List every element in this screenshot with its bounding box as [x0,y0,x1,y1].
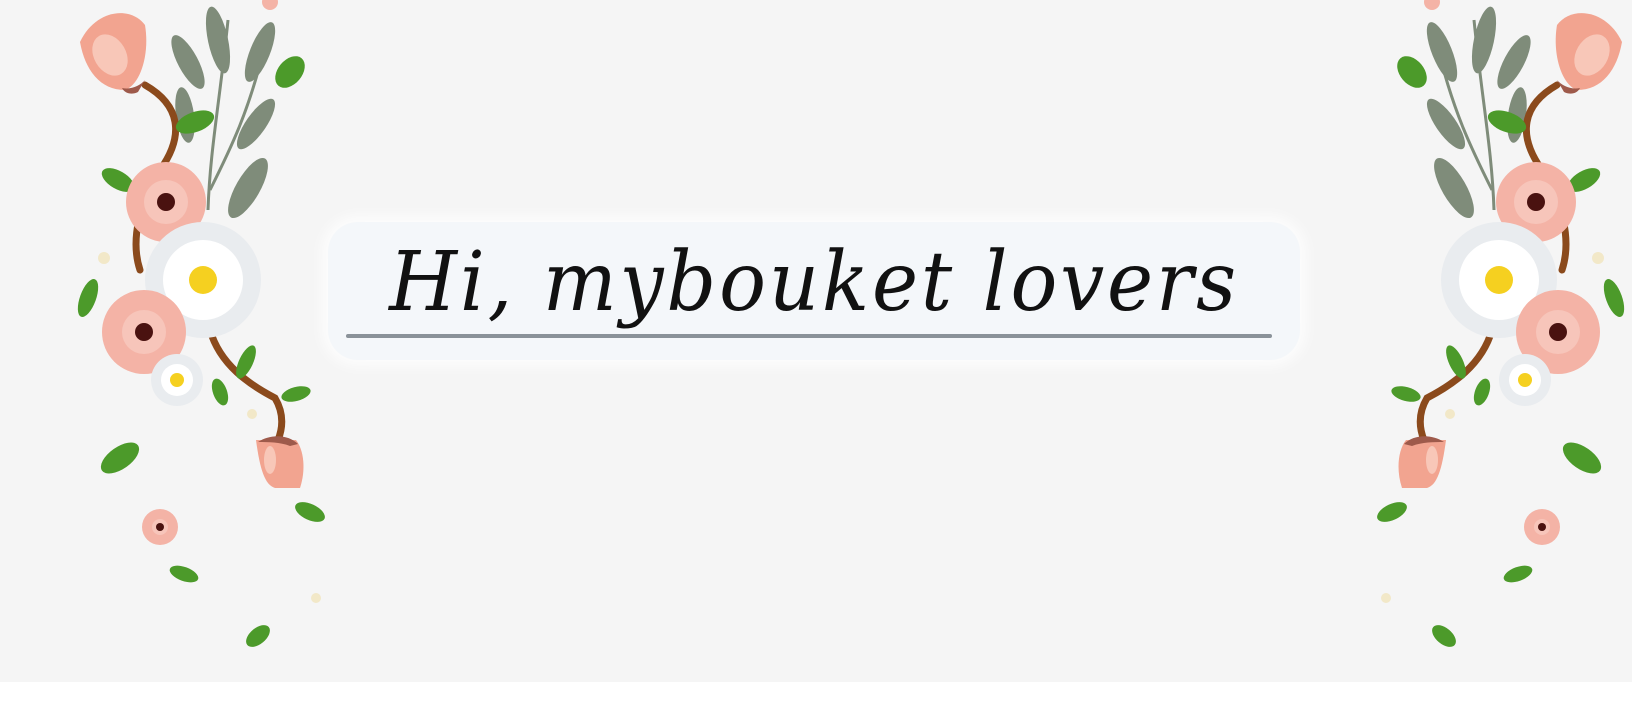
greeting-underline [346,334,1272,338]
greeting-title: Hi, mybouket lovers [389,235,1239,330]
floral-arrangement-right [1282,0,1632,682]
floral-illustration [1282,0,1632,682]
greeting-box [328,222,1300,360]
